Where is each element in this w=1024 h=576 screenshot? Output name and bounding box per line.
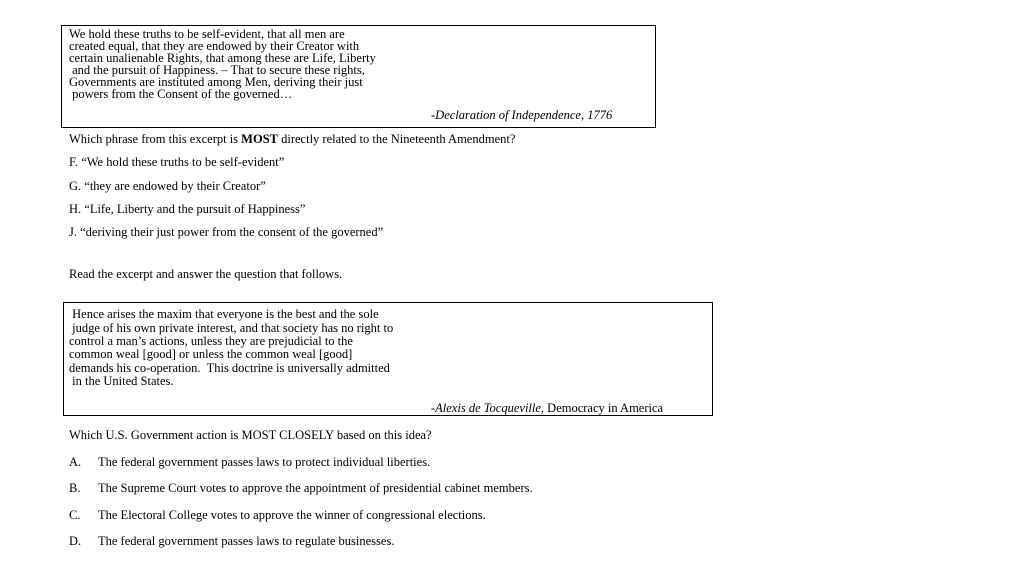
excerpt1-line: certain unalienable Rights, that among these are Life, Liberty (69, 51, 376, 65)
excerpt2-line: control a man’s actions, unless they are prejudicial to the (69, 334, 353, 348)
question2-option-text: The Supreme Court votes to approve the appointment of presidential cabinet members. (98, 481, 533, 495)
question2-option-letter: D. (69, 534, 82, 548)
excerpt2-line: Hence arises the maxim that everyone is the best and the sole (69, 307, 379, 321)
question1-option-j: J. “deriving their just power from the consent of the governed” (69, 225, 384, 239)
excerpt2-line: in the United States. (69, 374, 174, 388)
excerpt1-line: We hold these truths to be self-evident, that all men are (69, 27, 345, 41)
excerpt2-citation: -Alexis de Tocqueville, Democracy in America (431, 401, 664, 415)
question1-option-f: F. “We hold these truths to be self-evident” (69, 155, 285, 169)
excerpt2-line: common weal [good] or unless the common weal [good] (69, 347, 353, 361)
question2-option-letter: C. (69, 508, 81, 522)
question2-text: Which U.S. Government action is MOST CLOSELY based on this idea? (69, 428, 432, 442)
excerpt1-line: powers from the Consent of the governed… (69, 87, 293, 101)
question2-option-text: The federal government passes laws to regulate businesses. (98, 534, 395, 548)
instruction-text: Read the excerpt and answer the question that follows. (69, 267, 343, 281)
question1-option-h: H. “Life, Liberty and the pursuit of Happiness” (69, 202, 306, 216)
question2-option-text: The federal government passes laws to protect individual liberties. (98, 455, 431, 469)
question1-text: Which phrase from this excerpt is MOST directly related to the Nineteenth Amendment? (69, 132, 516, 146)
question1-option-g: G. “they are endowed by their Creator” (69, 179, 266, 193)
excerpt1-line: created equal, that they are endowed by their Creator with (69, 39, 360, 53)
excerpt1-line: and the pursuit of Happiness. – That to secure these rights, (69, 63, 365, 77)
excerpt1-line: Governments are instituted among Men, deriving their just (69, 75, 363, 89)
excerpt1-citation: -Declaration of Independence, 1776 (431, 108, 613, 122)
question2-option-letter: B. (69, 481, 81, 495)
excerpt2-line: demands his co-operation. This doctrine is universally admitted (69, 361, 390, 375)
excerpt2-line: judge of his own private interest, and that society has no right to (69, 321, 394, 335)
question2-option-text: The Electoral College votes to approve the winner of congressional elections. (98, 508, 486, 522)
question2-option-letter: A. (69, 455, 82, 469)
